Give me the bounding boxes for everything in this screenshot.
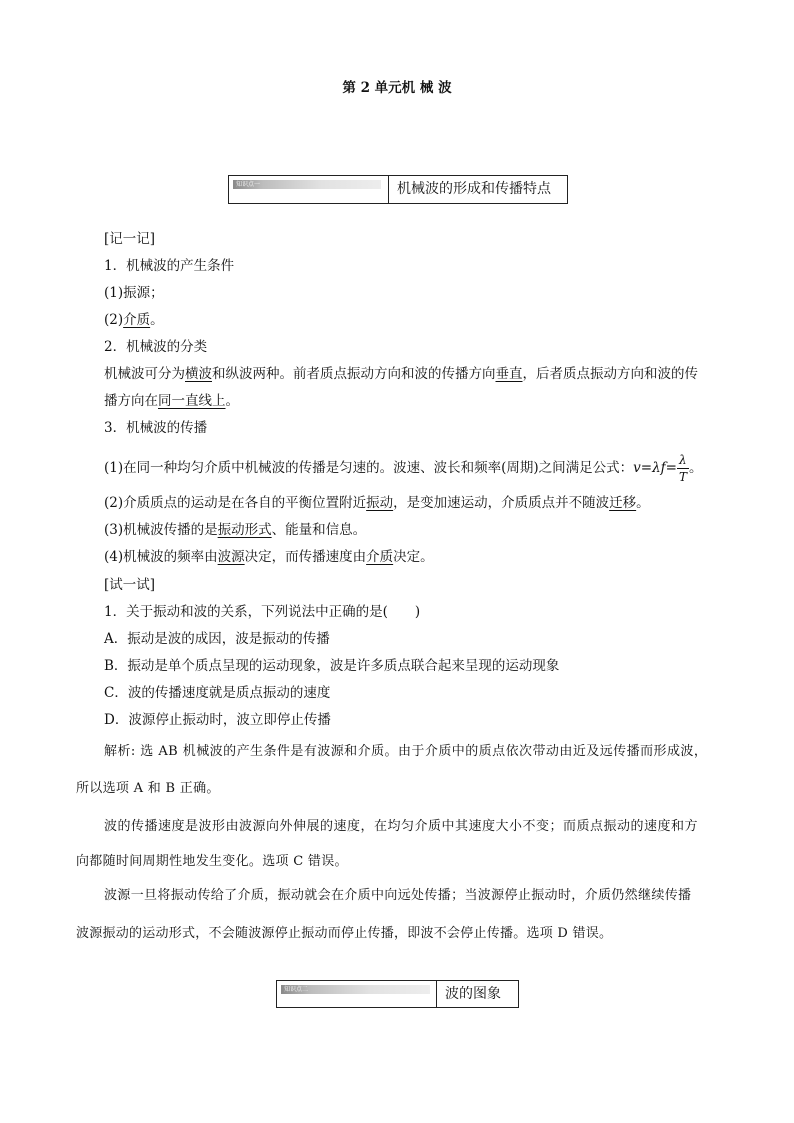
text: 和纵波两种。前者质点振动方向和波的传播方向 bbox=[212, 366, 496, 382]
option-a: A．振动是波的成因，波是振动的传播 bbox=[104, 631, 330, 647]
question-stem: 1．关于振动和波的关系，下列说法中正确的是( ) bbox=[104, 604, 421, 620]
text: (1)在同一种均匀介质中机械波的传播是匀速的。波速、波长和频率(周期)之间满足公式： bbox=[104, 460, 634, 476]
section-header-box-1 bbox=[228, 175, 568, 204]
text: 。 bbox=[688, 460, 703, 476]
text: ，是变加速运动，介质质点并不随波 bbox=[393, 495, 610, 511]
answer-medium: 介质 bbox=[123, 312, 151, 328]
text: 播方向在 bbox=[104, 393, 158, 409]
text: 、能量和信息。 bbox=[271, 522, 367, 538]
page-title: 第 2 单元机 械 波 bbox=[342, 80, 452, 96]
conditions-item-2 bbox=[104, 311, 164, 329]
text: (3)机械波传播的是 bbox=[104, 522, 218, 538]
answer-transverse: 横波 bbox=[185, 366, 212, 382]
text: 决定。 bbox=[393, 549, 434, 565]
propagation-item-2 bbox=[104, 494, 650, 512]
text: 决定，而传播速度由 bbox=[244, 549, 367, 565]
fraction-denominator: T bbox=[678, 470, 687, 484]
answer-migrate: 迁移 bbox=[609, 495, 637, 511]
propagation-item-3 bbox=[104, 521, 366, 539]
fraction-numerator: λ bbox=[678, 453, 687, 467]
section-heading: 机械波的形成和传播特点 bbox=[397, 181, 551, 197]
analysis-p1-line2: 所以选项 A 和 B 正确。 bbox=[76, 781, 220, 796]
formula-v: v bbox=[633, 460, 641, 476]
formula-eq: = bbox=[665, 460, 677, 476]
answer-source: 波源 bbox=[217, 549, 245, 565]
section-tag-cell bbox=[277, 981, 437, 1007]
section-heading: 波的图象 bbox=[445, 986, 501, 1002]
section-tag-image: 知识点一 bbox=[233, 180, 381, 189]
analysis-p1-line1: 解析: 选 AB 机械波的产生条件是有波源和介质。由于介质中的质点依次带动由近及远传播而形成波， bbox=[104, 744, 708, 759]
formula-eq: = bbox=[640, 460, 653, 476]
option-b: B．振动是单个质点呈现的运动现象，波是许多质点联合起来呈现的运动现象 bbox=[104, 658, 560, 674]
answer-vibration-form: 振动形式 bbox=[217, 522, 272, 538]
remember-label: [记一记] bbox=[104, 231, 156, 247]
conditions-heading: 1．机械波的产生条件 bbox=[104, 258, 235, 274]
section-tag-cell bbox=[229, 176, 389, 203]
formula-fraction bbox=[677, 453, 689, 484]
answer-same-line: 同一直线上 bbox=[158, 393, 226, 409]
answer-medium-2: 介质 bbox=[366, 549, 394, 565]
analysis-p2-line1: 波的传播速度是波形由波源向外伸展的速度，在均匀介质中其速度大小不变；而质点振动的速度和方 bbox=[104, 819, 699, 834]
analysis-p3-line2: 波源振动的运动形式，不会随波源停止振动而停止传播，即波不会停止传播。选项 D 错误。 bbox=[76, 926, 613, 941]
option-d: D．波源停止振动时，波立即停止传播 bbox=[104, 712, 331, 728]
text: 机械波可分为 bbox=[104, 366, 185, 382]
answer-vibration: 振动 bbox=[366, 495, 394, 511]
text: (2)介质质点的运动是在各自的平衡位置附近 bbox=[104, 495, 367, 511]
propagation-item-1 bbox=[104, 453, 703, 484]
conditions-item-1: (1)振源； bbox=[104, 285, 164, 301]
option-c: C．波的传播速度就是质点振动的速度 bbox=[104, 685, 331, 701]
item-suffix: 。 bbox=[150, 312, 164, 328]
classification-line-1 bbox=[104, 365, 698, 383]
propagation-item-4 bbox=[104, 548, 434, 566]
propagation-heading: 3．机械波的传播 bbox=[104, 420, 208, 436]
text: ，后者质点振动方向和波的传 bbox=[522, 366, 698, 382]
classification-line-2 bbox=[104, 392, 239, 410]
text: 。 bbox=[225, 393, 239, 409]
text: (4)机械波的频率由 bbox=[104, 549, 218, 565]
section-tag-image: 知识点二 bbox=[281, 985, 430, 994]
answer-perpendicular: 垂直 bbox=[495, 366, 523, 382]
analysis-p3-line1: 波源一旦将振动传给了介质，振动就会在介质中向远处传播；当波源停止振动时，介质仍然继续传播 bbox=[104, 888, 692, 903]
item-prefix: (2) bbox=[104, 312, 124, 328]
try-label: [试一试] bbox=[104, 577, 156, 593]
classification-heading: 2．机械波的分类 bbox=[104, 339, 208, 355]
section-header-box-2 bbox=[276, 980, 519, 1008]
text: 。 bbox=[636, 495, 650, 511]
formula-lambda-f: λf bbox=[652, 460, 666, 476]
analysis-p2-line2: 向都随时间周期性地发生变化。选项 C 错误。 bbox=[76, 854, 348, 869]
